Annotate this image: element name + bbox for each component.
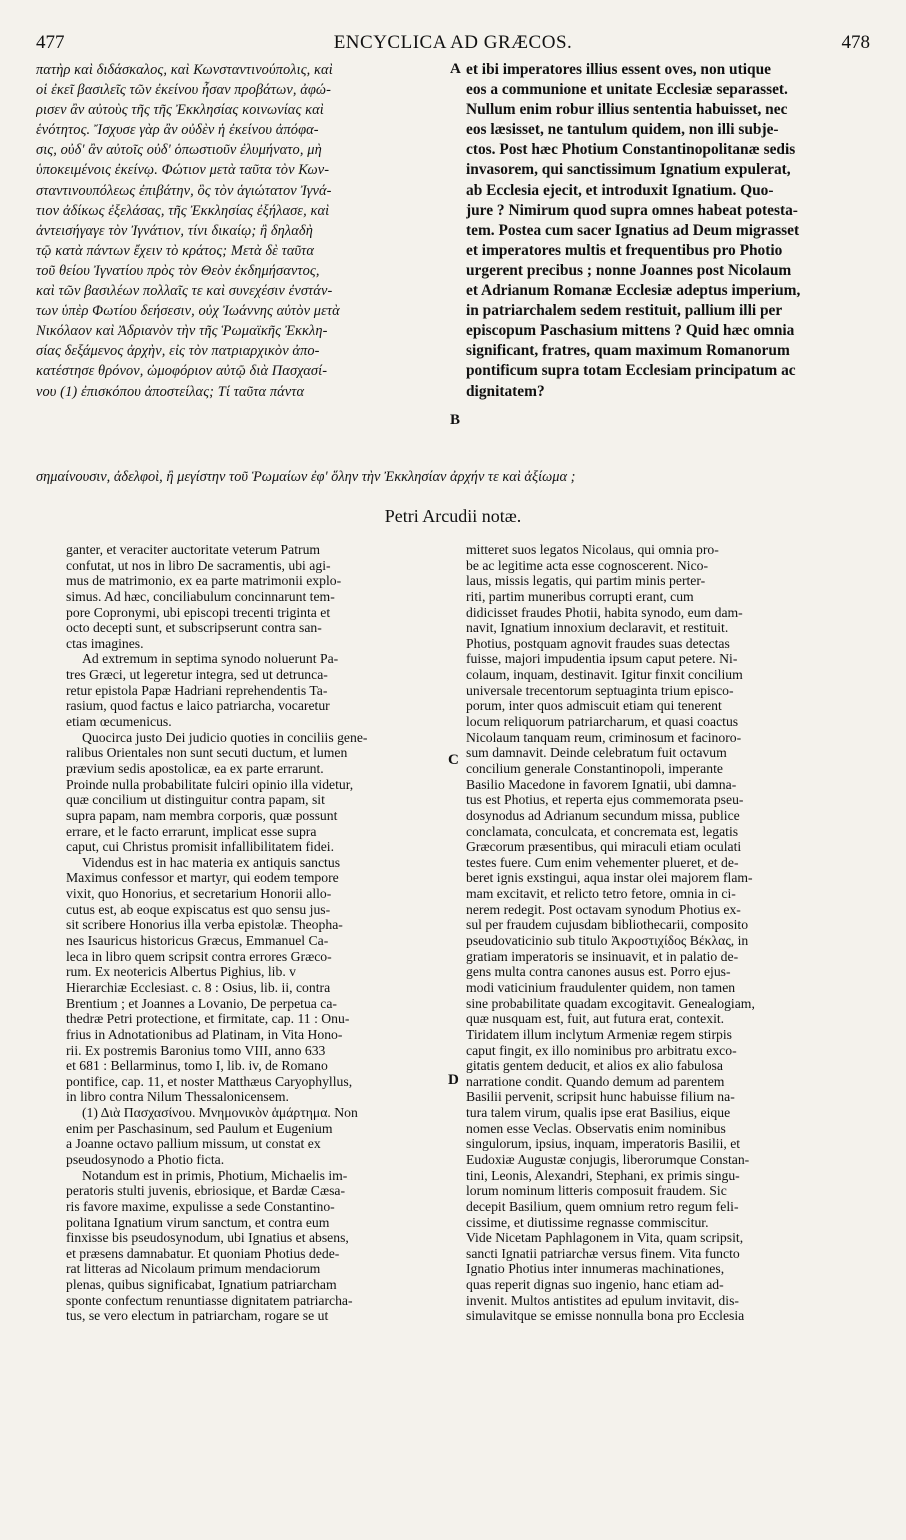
greek-text-line: σταντινουπόλεως ἐπιβάτην, ὃς τὸν ἁγιώτατον Ἰγνά- — [36, 182, 332, 199]
note-line: mus de matrimonio, ex ea parte matrimonii explo- — [66, 573, 342, 589]
note-line: caput, cui Christus promisit infallibilitatem fidei. — [66, 839, 335, 855]
note-line: finxisse bis pseudosynodum, ubi Ignatius et absens, — [66, 1230, 349, 1246]
note-line: tres Græci, ut legeretur integra, sed ut detrunca- — [66, 667, 328, 683]
note-line: enim per Paschasinum, sed Paulum et Eugenium — [66, 1120, 333, 1136]
note-line: mitteret suos legatos Nicolaus, qui omnia pro- — [466, 542, 719, 557]
latin-text-line: Nullum enim robur illius sententia habuisset, nec — [466, 101, 788, 119]
latin-text-line: jure ? Nimirum quod supra omnes habeat potesta- — [466, 201, 798, 219]
note-line: fuisse, majori impudentia ipsum caput petere. Ni- — [466, 651, 738, 667]
greek-text-line: κατέστησε θρόνον, ὠμοφόριον αὐτῷ διὰ Πασχασί- — [36, 363, 328, 380]
note-line: in libro contra Nilum Thessalonicensem. — [66, 1089, 289, 1105]
note-line: nomen esse Veclas. Observatis enim nominibus — [466, 1120, 726, 1136]
note-line: caput fingit, ex illo nominibus pro arbitratu exco- — [466, 1042, 737, 1058]
note-line: rasium, quod factus e laico patriarcha, vocaretur — [66, 698, 330, 714]
greek-text-line: τοῦ θείου Ἰγνατίου πρὸς τὸν Θεὸν ἐκδημήσαντος, — [36, 262, 320, 279]
latin-text-line: dignitatem? — [466, 382, 545, 400]
note-line: narratione condit. Quando demum ad parentem — [466, 1073, 725, 1089]
note-line: Maximus confessor et martyr, qui eodem tempore — [66, 870, 339, 886]
note-line: thedræ Petri protectione, et firmitate, cap. 11 : Onu- — [66, 1011, 350, 1027]
greek-text-line: τῷ κατὰ πάντων ἔχειν τὸ κράτος; Μετὰ δὲ ταῦτα — [36, 242, 315, 259]
note-line: porum, inter quos admiscuit etiam qui tenerent — [466, 698, 722, 714]
note-line: sancti Ignatii patriarchæ versus finem. Vita functo — [466, 1245, 740, 1261]
note-line: locum reliquorum patriarcharum, et quasi coactus — [466, 714, 739, 730]
greek-text-line: ἑνότητος. Ἴσχυσε γὰρ ἂν οὐδὲν ἡ ἐκείνου ἀπόφα- — [36, 122, 319, 139]
note-line: decepit Basilium, quem omnium retro regum feli- — [466, 1198, 739, 1214]
note-line: conclamata, conculcata, et concremata est, legatis — [466, 823, 739, 839]
running-title: ENCYCLICA AD GRÆCOS. — [333, 32, 573, 53]
note-line: cutus est, ab eoque expiscatus est quo sensu jus- — [66, 901, 331, 917]
note-line: pontifice, cap. 11, et noster Matthæus Caryophyllus, — [66, 1073, 353, 1089]
latin-text-line: ab Ecclesia ejecit, et introduxit Ignatium. Quo- — [466, 181, 774, 199]
note-line: pore Copronymi, ubi episcopi trecenti triginta et — [66, 604, 331, 620]
greek-text-column — [36, 60, 460, 402]
note-line: mam excitavit, et relicto tetro fetore, omnia in ci- — [466, 886, 736, 902]
note-line: Tiridatem illum inclytum Armeniæ regem stirpis — [466, 1026, 733, 1042]
greek-text-line: ὑποκειμένοις ἐκείνῳ. Φώτιον μετὰ ταῦτα τὸν Κων- — [36, 162, 330, 179]
greek-text-line: των ὑπὲρ Φωτίου δεήσεσιν, οὐχ Ἰωάννης αὐτὸν μετὰ — [36, 303, 340, 320]
note-line: dosynodus ad Adrianum secundum missa, publice — [466, 807, 740, 823]
note-line: sum damnavit. Deinde celebratum fuit octavum — [466, 745, 727, 761]
note-line: didicisset fraudes Photii, habita synodo, eum dam- — [466, 604, 743, 620]
note-line: laus, missis legatis, qui partim minis perter- — [466, 573, 706, 589]
latin-text-line: episcopum Paschasium mittens ? Quid hæc omnia — [466, 322, 795, 340]
note-line: quæ concilium ut distinguitur contra papam, sit — [66, 792, 325, 808]
note-line: nes Isauricus historicus Græcus, Emmanuel Ca- — [66, 933, 329, 949]
notes-column-right — [466, 542, 876, 1324]
note-line: a Joanne octavo pallium missum, ut constat ex — [66, 1136, 321, 1152]
greek-text-line: τιον ἀδίκως ἐξελάσας, τῆς Ἐκκλησίας ἐξήλασε, καὶ — [36, 202, 330, 219]
note-line: Græcorum præsentibus, qui miraculi etiam oculati — [466, 839, 742, 855]
note-line: ctas imagines. — [66, 635, 144, 651]
note-line: Brentium ; et Joannes a Lovanio, De perpetua ca- — [66, 995, 337, 1011]
note-line: rum. Ex neotericis Albertus Pighius, lib. v — [66, 964, 297, 980]
note-line: tini, Leonis, Alexandri, Stephani, ex primis singu- — [466, 1167, 740, 1183]
margin-mark-d: D — [448, 1072, 459, 1088]
note-line: gens multa contra canones ausus est. Porro ejus- — [466, 964, 731, 980]
latin-text-line: et Adrianum Romanæ Ecclesiæ adeptus imperium, — [466, 282, 801, 300]
running-header — [0, 32, 906, 56]
note-line: gitatis gentem deducit, et alios ex alio fabulosa — [466, 1058, 723, 1074]
margin-mark-a: A — [450, 61, 461, 77]
note-line: simus. Ad hæc, conciliabulum concinnarunt tem- — [66, 588, 335, 604]
greek-text-line: σις, οὐδ' ἂν αὐτοῖς οὐδ' ὁπωστιοῦν ἐλυμήνατο, μὴ — [36, 142, 322, 159]
latin-text-line: in patriarchalem sedem restituit, pallium illi per — [466, 302, 783, 320]
latin-text-line: eos a communione et unitate Ecclesiæ separasset. — [466, 81, 788, 99]
note-line: Photius, postquam agnovit fraudes suas detectas — [466, 635, 730, 651]
greek-text-line: οἱ ἐκεῖ βασιλεῖς τῶν ἐκείνου ἦσαν προβάτων, ἀφώ- — [36, 82, 331, 99]
note-line: peratoris stulti juvenis, ebriosique, et Bardæ Cæsa- — [66, 1183, 346, 1199]
latin-text-line: urgerent precibus ; nonne Joannes post Nicolaum — [466, 261, 792, 279]
note-line: quas reperit dignas suo ingenio, hanc etiam ad- — [466, 1277, 724, 1293]
note-line: quæ nusquam est, fuit, aut futura erat, contexit. — [466, 1011, 725, 1027]
note-line: confutat, ut nos in libro De sacramentis, ubi agi- — [66, 557, 331, 573]
note-line: et præsens damnabatur. Et quoniam Photius dede- — [66, 1245, 340, 1261]
note-line: riti, partim muneribus corrupti erant, cum — [466, 588, 694, 604]
note-line: octo decepti sunt, et subscripserunt contra san- — [66, 620, 322, 636]
note-line: retur epistola Papæ Hadriani reprehendentis Ta- — [66, 682, 328, 698]
note-line: singulorum, ipsius, inquam, imperatoris Basilii, et — [466, 1136, 741, 1152]
note-line: pseudovaticinio sub titulo Ἀκροστιχίδος Βέκλας, in — [466, 933, 749, 949]
latin-text-line: invasorem, qui sanctissimum Ignatium expulerat, — [466, 161, 791, 179]
note-line: frius in Adnotationibus ad Platinam, in Vita Hono- — [66, 1026, 343, 1042]
note-line: ris favore maxime, expulisse a sede Constantino- — [66, 1198, 335, 1214]
note-line: sine probabilitate quadam excogitavit. Genealogiam, — [466, 995, 755, 1011]
greek-text-tail: σημαίνουσιν, ἀδελφοὶ, ἢ μεγίστην τοῦ Ῥωμαίων ἐφ' ὅλην τὴν Ἐκκλησίαν ἀρχήν τε καὶ ἀξίωμα ; — [36, 469, 576, 485]
note-line: be ac legitime acta esse cognoscerent. Nico- — [466, 557, 709, 573]
note-line: tus est Photius, et reperta ejus commemorata pseu- — [466, 792, 744, 808]
note-line: Proinde nulla probabilitate fulciri opinio illa videtur, — [66, 776, 354, 792]
note-line: simulavitque se emisse nonnulla bona pro Ecclesia — [466, 1308, 745, 1324]
note-line: rat litteras ad Nicolaum primum mendaciorum — [66, 1261, 321, 1277]
note-line: concilium generale Constantinopoli, imperante — [466, 760, 723, 776]
note-line: Basilio Macedone in favorem Ignatii, ubi damna- — [466, 776, 737, 792]
note-line: Videndus est in hac materia ex antiquis sanctus — [82, 854, 341, 870]
notes-title: Petri Arcudii notæ. — [384, 506, 522, 526]
note-line: lorum nominum litteris composuit fraudem. Sic — [466, 1183, 727, 1199]
greek-text-line: ρισεν ἂν αὐτοὺς τῆς τῆς Ἐκκλησίας κοινωνίας καὶ — [36, 102, 324, 119]
note-line: ganter, et veraciter auctoritate veterum Patrum — [66, 542, 321, 557]
note-line: universale trecentorum septuaginta trium episco- — [466, 682, 734, 698]
note-line: (1) Διὰ Πασχασίνου. Μνημονικὸν ἁμάρτημα. Non — [82, 1105, 358, 1121]
greek-text-line: νου (1) ἐπισκόπου ἀποστείλας; Τί ταῦτα πάντα — [36, 383, 305, 400]
latin-text-line: ctos. Post hæc Photium Constantinopolitanæ sedis — [466, 141, 796, 159]
note-line: sit scribere Honorius illa verba epistolæ. Theopha- — [66, 917, 343, 933]
note-line: Ignatio Photius inter innumeras machinationes, — [466, 1261, 725, 1277]
notes-column-left — [66, 542, 444, 1324]
page-number-right: 478 — [841, 32, 870, 53]
greek-text-line: ἀντεισήγαγε τὸν Ἰγνάτιον, τίνι δικαίῳ; ἢ δηλαδὴ — [36, 222, 313, 239]
note-line: rii. Ex postremis Baronius tomo VIII, anno 633 — [66, 1042, 326, 1058]
greek-text-line: Νικόλαον καὶ Ἀδριανὸν τὴν τῆς Ῥωμαϊκῆς Ἐκκλη- — [36, 323, 328, 340]
note-line: gratiam imperatoris se insinuavit, et in palatio de- — [466, 948, 739, 964]
note-line: leca in libro quem scripsit contra errores Græco- — [66, 948, 332, 964]
note-line: nerem redegit. Post octavam synodum Photius ex- — [466, 901, 741, 917]
latin-text-line: et imperatores multis et frequentibus pro Photio — [466, 241, 783, 259]
note-line: Quocirca justo Dei judicio quoties in conciliis gene- — [82, 729, 368, 745]
note-line: testes fuere. Cum enim vehementer plueret, et de- — [466, 854, 739, 870]
note-line: plenas, quibus significabat, Ignatium patriarcham — [66, 1277, 337, 1293]
note-line: cissime, et diutissime regnasse commiscitur. — [466, 1214, 709, 1230]
latin-text-line: et ibi imperatores illius essent oves, non utique — [466, 61, 771, 78]
note-line: Eudoxiæ Augustæ conjugis, liberorumque Constan- — [466, 1151, 750, 1167]
latin-text-line: pontificum supra totam Ecclesiam principatum ac — [466, 362, 796, 380]
note-line: vixit, quo Honorius, et secretarium Honorii allo- — [66, 886, 332, 902]
margin-mark-b: B — [450, 412, 461, 428]
note-line: beret ignis exstingui, aqua instar olei majorem flam- — [466, 870, 753, 886]
note-line: politana Ignatium virum sanctum, et contra eum — [66, 1214, 330, 1230]
greek-text-line: σίας δεξάμενος ἀρχὴν, εἰς τὸν πατριαρχικὸν ἀπο- — [36, 343, 320, 360]
note-line: modi vaticinium fraudulenter quidem, non tamen — [466, 979, 736, 995]
note-line: ralibus Orientales non sunt secuti ductum, et lumen — [66, 745, 348, 761]
note-line: et 681 : Bellarminus, tomo I, lib. iv, de Romano — [66, 1058, 328, 1074]
latin-text-line: tem. Postea cum sacer Ignatius ad Deum migrasset — [466, 221, 800, 239]
note-line: Vide Nicetam Paphlagonem in Vita, quam scripsit, — [466, 1230, 744, 1246]
latin-text-line: significant, fratres, quam maximum Romanorum — [466, 342, 790, 360]
note-line: pseudosynodo a Photio ficta. — [66, 1151, 225, 1167]
greek-text-line: πατὴρ καὶ διδάσκαλος, καὶ Κωνσταντινούπολις, καὶ — [36, 62, 333, 78]
page-number-left: 477 — [36, 32, 65, 53]
note-line: etiam œcumenicus. — [66, 714, 172, 730]
note-line: Nicolaum tanquam reum, criminosum et facinoro- — [466, 729, 742, 745]
note-line: prævium sedis apostolicæ, ea ex parte errarunt. — [66, 760, 324, 776]
note-line: supra papam, nam membra corporis, quæ possunt — [66, 807, 338, 823]
note-line: sul per fraudem cujusdam bibliothecarii, composito — [466, 917, 749, 933]
note-line: invenit. Multos antistites ad epulum invitavit, dis- — [466, 1292, 739, 1308]
note-line: colaum, inquam, destinavit. Igitur finxit concilium — [466, 667, 743, 683]
note-line: Hierarchiæ Ecclesiast. c. 8 : Osius, lib. ii, contra — [66, 979, 331, 995]
note-line: Ad extremum in septima synodo noluerunt Pa- — [82, 651, 339, 667]
latin-text-line: eos læsisset, ne tantulum quidem, non illi subje- — [466, 121, 779, 139]
note-line: errare, et le facto errarunt, implicat esse supra — [66, 823, 317, 839]
greek-text-line: καὶ τῶν βασιλέων πολλαῖς τε καὶ συνεχέσιν ἐνστάν- — [36, 283, 333, 300]
note-line: tus, se vero electum in patriarcham, rogare se ut — [66, 1308, 329, 1324]
note-line: tura talem virum, qualis ipse erat Basilius, eique — [466, 1105, 731, 1121]
margin-mark-c: C — [448, 752, 459, 768]
note-line: Notandum est in primis, Photium, Michaelis im- — [82, 1167, 348, 1183]
note-line: Basilii pervenit, scripsit hunc habuisse filium na- — [466, 1089, 735, 1105]
note-line: navit, Ignatium innoxium declaravit, et restituit. — [466, 620, 729, 636]
latin-text-column — [466, 60, 874, 402]
note-line: sponte confectum renuntiasse dignitatem patriarcha- — [66, 1292, 353, 1308]
